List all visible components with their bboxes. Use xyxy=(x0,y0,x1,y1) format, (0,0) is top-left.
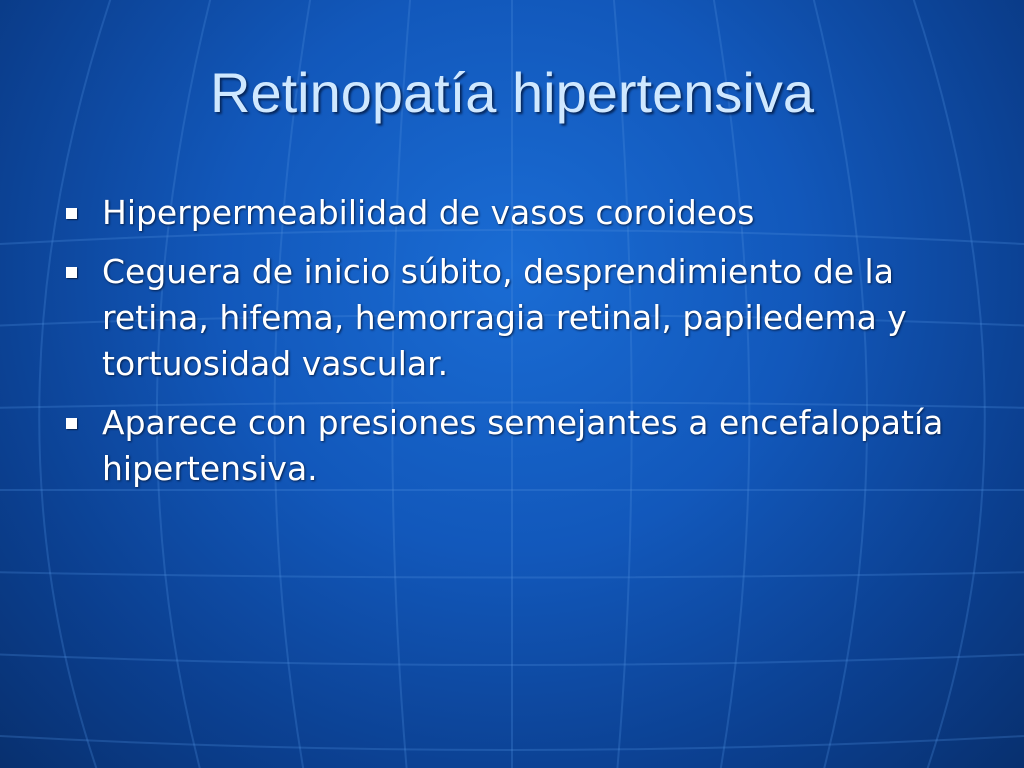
bullet-item xyxy=(60,190,960,236)
square-bullet-icon xyxy=(66,418,77,429)
bullet-text: Ceguera de inicio súbito, desprendimiento de la retina, hifema, hemorragia retinal, papiledema y tortuosidad vascular. xyxy=(102,252,907,383)
bullet-item xyxy=(60,400,960,492)
square-bullet-icon xyxy=(66,267,77,278)
bullet-item xyxy=(60,249,960,387)
bullet-text: Aparece con presiones semejantes a encefalopatía hipertensiva. xyxy=(102,403,944,488)
slide-title: Retinopatía hipertensiva xyxy=(210,61,814,124)
square-bullet-icon xyxy=(66,208,77,219)
bullet-list xyxy=(60,190,960,505)
bullet-text: Hiperpermeabilidad de vasos coroideos xyxy=(102,193,755,232)
